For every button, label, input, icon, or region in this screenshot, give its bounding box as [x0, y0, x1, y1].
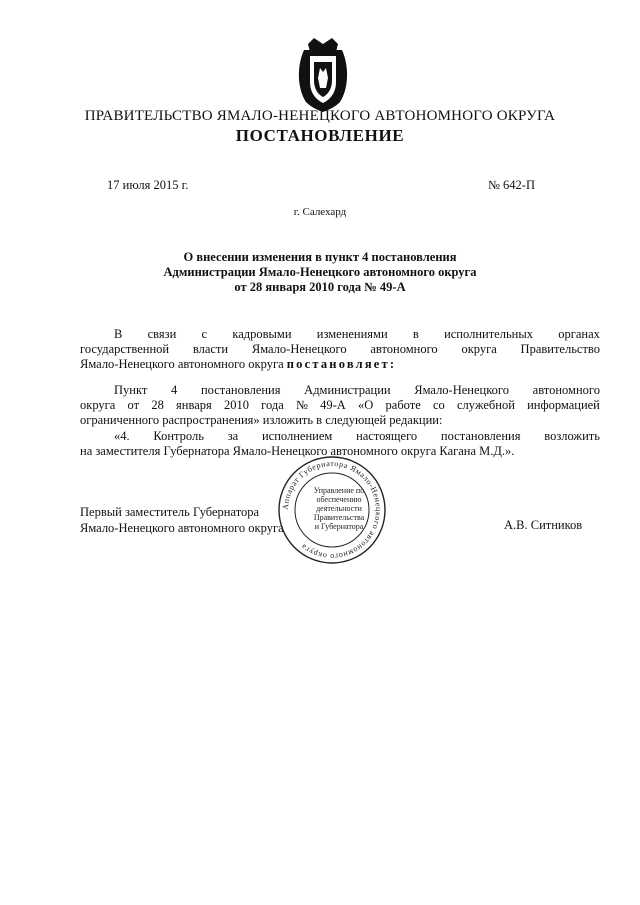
- text-line: [80, 357, 600, 372]
- government-name: ПРАВИТЕЛЬСТВО ЯМАЛО-НЕНЕЦКОГО АВТОНОМНОГО ОКРУГА: [84, 108, 556, 124]
- coat-of-arms-icon: [296, 38, 350, 112]
- justified-line: [80, 383, 600, 398]
- decree-word: постановляет:: [286, 357, 397, 371]
- paragraph-preamble: [80, 327, 600, 372]
- word: Правительство: [520, 342, 600, 356]
- word: со: [432, 398, 445, 412]
- word: автономного: [532, 383, 600, 397]
- word: 28: [151, 398, 164, 412]
- paragraph-amendment: [80, 383, 600, 428]
- text-line: ограниченного распространения» изложить в следующей редакции:: [80, 413, 443, 427]
- word: с: [201, 327, 208, 341]
- document-type: ПОСТАНОВЛЕНИЕ: [235, 126, 405, 145]
- word: служебной: [457, 398, 515, 412]
- word: «4.: [114, 429, 130, 443]
- word: 4: [171, 383, 178, 397]
- stamp-line: Правительства: [313, 513, 365, 522]
- word: связи: [147, 327, 177, 341]
- word: изменениями: [316, 327, 388, 341]
- signatory-position: [80, 504, 284, 536]
- stamp-line: обеспечению: [316, 495, 362, 504]
- justified-line: [80, 342, 600, 357]
- document-city: г. Салехард: [293, 206, 347, 218]
- word: 49-А: [320, 398, 346, 412]
- paragraph-text: Ямало-Ненецкого автономного округа: [80, 357, 284, 371]
- word: В: [114, 327, 123, 341]
- position-line: Первый заместитель Губернатора: [80, 505, 260, 519]
- word: года: [261, 398, 284, 412]
- word: возложить: [544, 429, 600, 443]
- document-date: 17 июля 2015 г.: [107, 178, 189, 192]
- stamp-ring-text: Аппарат Губернатора Ямало-Ненецкого автономного округа: [280, 458, 384, 562]
- word: исполнительных: [444, 327, 533, 341]
- word: «О: [358, 398, 374, 412]
- word: кадровыми: [232, 327, 292, 341]
- word: округа: [80, 398, 116, 412]
- justified-line: [80, 327, 600, 342]
- signatory-name: А.В. Ситников: [504, 518, 583, 532]
- word: автономного: [370, 342, 438, 356]
- word: Ямало-Ненецкого: [414, 383, 509, 397]
- position-line: Ямало-Ненецкого автономного округа: [80, 521, 284, 535]
- word: исполнением: [261, 429, 333, 443]
- document-title: [100, 250, 540, 295]
- word: Пункт: [114, 383, 148, 397]
- word: постановления: [200, 383, 281, 397]
- text-line: на заместителя Губернатора Ямало-Ненецкого автономного округа Кагана М.Д.».: [80, 444, 515, 458]
- justified-line: [80, 429, 600, 444]
- word: Администрации: [304, 383, 391, 397]
- stamp-line: и Губернатора: [314, 522, 364, 531]
- word: за: [227, 429, 239, 443]
- word: власти: [192, 342, 229, 356]
- title-line: Администрации Ямало-Ненецкого автономного округа: [163, 265, 477, 279]
- stamp-line: деятельности: [316, 504, 362, 513]
- justified-line: [80, 398, 600, 413]
- word: постановления: [440, 429, 521, 443]
- word: Ямало-Ненецкого: [251, 342, 347, 356]
- word: работе: [385, 398, 421, 412]
- word: от: [127, 398, 140, 412]
- word: государственной: [80, 342, 170, 356]
- title-line: О внесении изменения в пункт 4 постановления: [183, 250, 457, 264]
- word: органах: [558, 327, 600, 341]
- word: в: [412, 327, 419, 341]
- stamp-line: Управление по: [313, 486, 365, 495]
- document-number: № 642-П: [488, 178, 535, 192]
- word: Контроль: [153, 429, 204, 443]
- word: информацией: [527, 398, 600, 412]
- title-line: от 28 января 2010 года № 49-А: [234, 280, 406, 294]
- word: округа: [461, 342, 497, 356]
- word: №: [295, 398, 308, 412]
- word: 2010: [223, 398, 249, 412]
- word: января: [176, 398, 212, 412]
- word: настоящего: [356, 429, 418, 443]
- stamp-inner-text: [300, 486, 378, 531]
